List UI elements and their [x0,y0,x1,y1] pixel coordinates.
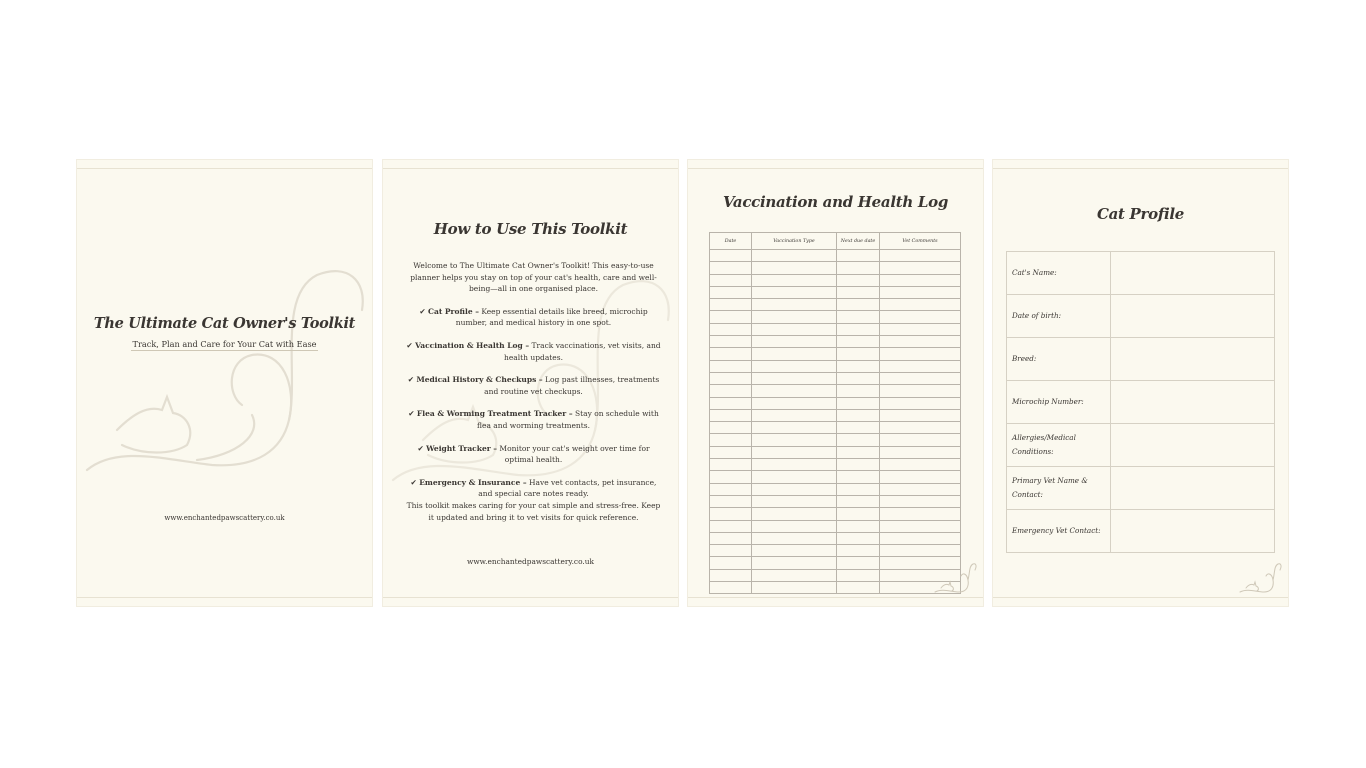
cat-corner-icon [1238,562,1282,596]
top-rule [993,168,1288,169]
log-cell[interactable] [880,336,961,348]
field-label: Emergency Vet Contact: [1007,510,1111,553]
table-row [710,483,961,495]
table-row [710,323,961,335]
log-cell[interactable] [710,446,752,458]
feature-description: Have vet contacts, pet insurance, and special care notes ready. [478,477,657,499]
column-header-vet-comments: Vet Comments [880,233,961,250]
table-row [710,446,961,458]
how-to-closing: This toolkit makes caring for your cat simple and stress-free. Keep it updated and bring it to vet visits for quick reference. [406,500,661,522]
table-row [710,532,961,544]
log-cell[interactable] [880,434,961,446]
feature-item [405,340,662,363]
cat-profile-title: Cat Profile [1096,205,1185,223]
log-cell[interactable] [752,336,837,348]
stretching-cat-watermark [77,255,372,485]
log-cell[interactable] [752,262,837,274]
log-cell[interactable] [752,274,837,286]
log-cell[interactable] [752,360,837,372]
log-cell[interactable] [880,348,961,360]
log-cell[interactable] [837,422,880,434]
log-cell[interactable] [710,311,752,323]
field-label: Cat's Name: [1007,252,1111,295]
log-cell[interactable] [752,422,837,434]
log-cell[interactable] [752,409,837,421]
table-row [710,557,961,569]
table-row [1007,510,1275,553]
log-cell[interactable] [837,360,880,372]
log-cell[interactable] [837,471,880,483]
table-row [710,397,961,409]
cover-subtitle-text: Track, Plan and Care for Your Cat with Ease [132,339,317,349]
table-row [710,336,961,348]
table-row [1007,381,1275,424]
log-cell[interactable] [837,311,880,323]
table-row [710,250,961,262]
log-cell[interactable] [837,483,880,495]
field-label: Breed: [1007,338,1111,381]
log-cell[interactable] [837,336,880,348]
log-cell[interactable] [710,348,752,360]
health-log-page[interactable] [688,160,983,606]
field-label: Allergies/Medical Conditions: [1007,424,1111,467]
table-row [1007,295,1275,338]
log-cell[interactable] [837,446,880,458]
how-to-title: How to Use This Toolkit [433,220,628,238]
log-cell[interactable] [837,348,880,360]
cover-title: The Ultimate Cat Owner's Toolkit [93,315,356,332]
log-cell[interactable] [837,532,880,544]
log-cell[interactable] [752,434,837,446]
log-cell[interactable] [837,508,880,520]
log-cell[interactable] [710,323,752,335]
log-cell[interactable] [710,372,752,384]
log-cell[interactable] [837,434,880,446]
bottom-rule [383,597,678,598]
log-cell[interactable] [880,286,961,298]
log-cell[interactable] [837,459,880,471]
log-cell[interactable] [880,545,961,557]
log-cell[interactable] [837,372,880,384]
bottom-rule [993,597,1288,598]
table-row [710,372,961,384]
log-cell[interactable] [837,274,880,286]
log-cell[interactable] [837,557,880,569]
cover-website-url: www.enchantedpawscattery.co.uk [164,514,285,522]
table-row [710,360,961,372]
field-value-cell[interactable] [1111,381,1275,424]
feature-description: Track vaccinations, vet visits, and health updates. [504,340,661,362]
log-cell[interactable] [752,508,837,520]
log-cell[interactable] [837,545,880,557]
feature-name: Weight Tracker – [426,443,498,453]
log-cell[interactable] [710,274,752,286]
table-row [710,385,961,397]
log-cell[interactable] [880,409,961,421]
log-cell[interactable] [752,323,837,335]
log-cell[interactable] [752,385,837,397]
column-header-date: Date [710,233,752,250]
field-label: Primary Vet Name & Contact: [1007,467,1111,510]
log-cell[interactable] [752,372,837,384]
health-log-title: Vaccination and Health Log [722,193,949,211]
table-row [710,286,961,298]
log-cell[interactable] [710,569,752,581]
log-cell[interactable] [752,532,837,544]
feature-item [405,408,662,431]
table-row [710,471,961,483]
log-cell[interactable] [752,582,837,594]
field-value-cell[interactable] [1111,338,1275,381]
field-value-cell[interactable] [1111,467,1275,510]
cat-profile-page[interactable] [993,160,1288,606]
cat-corner-icon [933,562,977,596]
log-cell[interactable] [752,250,837,262]
log-cell[interactable] [710,360,752,372]
log-cell[interactable] [710,434,752,446]
top-rule [383,168,678,169]
log-cell[interactable] [880,483,961,495]
log-cell[interactable] [880,385,961,397]
table-row [1007,467,1275,510]
top-rule [688,168,983,169]
log-cell[interactable] [837,569,880,581]
table-row [710,274,961,286]
log-cell[interactable] [880,323,961,335]
table-row [710,569,961,581]
table-row [1007,338,1275,381]
log-cell[interactable] [837,409,880,421]
log-cell[interactable] [752,569,837,581]
health-log-table [709,232,961,594]
log-cell[interactable] [880,532,961,544]
how-to-body [405,260,662,534]
log-cell[interactable] [710,250,752,262]
feature-name: Vaccination & Health Log – [415,340,530,350]
table-row [710,520,961,532]
log-cell[interactable] [837,495,880,507]
feature-item [405,374,662,397]
table-row [710,434,961,446]
log-cell[interactable] [752,483,837,495]
log-cell[interactable] [710,262,752,274]
log-cell[interactable] [837,250,880,262]
log-cell[interactable] [710,459,752,471]
log-cell[interactable] [837,397,880,409]
log-cell[interactable] [752,348,837,360]
log-cell[interactable] [880,262,961,274]
check-icon: ✔ [407,375,415,385]
log-cell[interactable] [880,372,961,384]
log-cell[interactable] [752,286,837,298]
bottom-rule [77,597,372,598]
table-row [1007,252,1275,295]
log-cell[interactable] [710,582,752,594]
log-cell[interactable] [880,299,961,311]
feature-item [405,443,662,466]
check-icon: ✔ [410,477,417,487]
log-cell[interactable] [710,545,752,557]
bottom-rule [688,597,983,598]
log-cell[interactable] [752,495,837,507]
check-icon: ✔ [406,340,413,350]
cat-profile-table [1006,251,1275,553]
table-row [710,348,961,360]
check-icon: ✔ [408,409,415,419]
table-row [710,409,961,421]
column-header-vaccination-type: Vaccination Type [752,233,837,250]
log-cell[interactable] [752,446,837,458]
log-cell[interactable] [880,311,961,323]
log-cell[interactable] [880,471,961,483]
feature-description: Stay on schedule with flea and worming treatments. [477,409,659,430]
field-value-cell[interactable] [1111,510,1275,553]
feature-description: Keep essential details like breed, microchip number, and medical history in one spot. [455,306,648,328]
log-cell[interactable] [710,409,752,421]
log-cell[interactable] [837,385,880,397]
how-to-page[interactable] [383,160,678,606]
log-cell[interactable] [880,397,961,409]
log-cell[interactable] [710,397,752,409]
log-cell[interactable] [880,508,961,520]
table-row [710,582,961,594]
log-cell[interactable] [752,311,837,323]
field-label: Date of birth: [1007,295,1111,338]
check-icon: ✔ [417,443,424,453]
log-cell[interactable] [710,495,752,507]
health-log-rows [710,250,961,594]
field-value-cell[interactable] [1111,295,1275,338]
log-cell[interactable] [837,299,880,311]
log-cell[interactable] [752,557,837,569]
log-cell[interactable] [837,582,880,594]
log-cell[interactable] [710,557,752,569]
feature-item [405,306,662,329]
log-cell[interactable] [752,397,837,409]
table-header-row [710,233,961,250]
log-cell[interactable] [880,360,961,372]
log-cell[interactable] [710,508,752,520]
log-cell[interactable] [710,520,752,532]
log-cell[interactable] [710,532,752,544]
log-cell[interactable] [710,336,752,348]
check-icon: ✔ [419,306,426,316]
table-row [710,311,961,323]
log-cell[interactable] [837,286,880,298]
feature-name: Flea & Worming Treatment Tracker – [416,409,573,419]
log-cell[interactable] [880,250,961,262]
log-cell[interactable] [752,520,837,532]
log-cell[interactable] [880,446,961,458]
log-cell[interactable] [880,495,961,507]
log-cell[interactable] [752,459,837,471]
log-cell[interactable] [880,520,961,532]
log-cell[interactable] [710,483,752,495]
feature-item [405,477,662,500]
field-label: Microchip Number: [1007,381,1111,424]
feature-description: Monitor your cat's weight over time for optimal health. [497,443,650,465]
feature-name: Medical History & Checkups – [416,375,543,385]
log-cell[interactable] [837,323,880,335]
table-row [710,262,961,274]
feature-name: Emergency & Insurance – [419,477,527,487]
log-cell[interactable] [752,299,837,311]
table-row [710,545,961,557]
table-row [710,459,961,471]
log-cell[interactable] [710,385,752,397]
log-cell[interactable] [710,422,752,434]
how-to-website-url: www.enchantedpawscattery.co.uk [467,557,594,566]
log-cell[interactable] [880,274,961,286]
log-cell[interactable] [880,422,961,434]
table-row [710,508,961,520]
log-cell[interactable] [837,262,880,274]
column-header-next-due-date: Next due date [837,233,880,250]
cover-page[interactable] [77,160,372,606]
log-cell[interactable] [710,286,752,298]
log-cell[interactable] [837,520,880,532]
field-value-cell[interactable] [1111,424,1275,467]
table-row [710,495,961,507]
top-rule [77,168,372,169]
table-row [710,299,961,311]
feature-description: Log past illnesses, treatments and routine vet checkups. [484,375,660,396]
table-row [1007,424,1275,467]
field-value-cell[interactable] [1111,252,1275,295]
feature-name: Cat Profile – [428,306,479,316]
table-row [710,422,961,434]
log-cell[interactable] [710,471,752,483]
log-cell[interactable] [710,299,752,311]
log-cell[interactable] [880,459,961,471]
log-cell[interactable] [752,545,837,557]
how-to-intro: Welcome to The Ultimate Cat Owner's Toolkit! This easy-to-use planner helps you stay on top of your cat's health, care and well-being—all in one organised place. [410,261,657,294]
log-cell[interactable] [752,471,837,483]
cover-subtitle [77,339,372,349]
